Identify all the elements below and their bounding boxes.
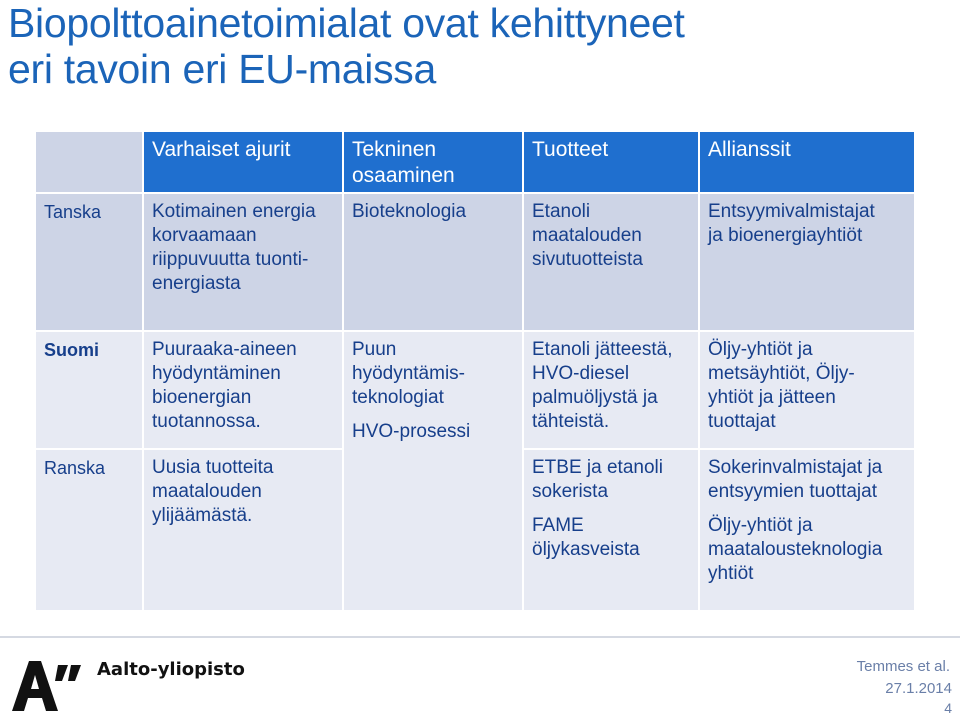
cell-suomi-ajurit xyxy=(144,332,342,448)
cell-line: Puun xyxy=(352,339,397,360)
cell-line: HVO-prosessi xyxy=(352,421,471,442)
cell-line: tähteistä. xyxy=(532,411,610,432)
cell-tanska-allianssit xyxy=(700,194,914,330)
row-label-tanska xyxy=(36,194,142,330)
row-label-suomi xyxy=(36,332,142,448)
cell-line: sivutuotteista xyxy=(532,249,643,270)
header-varhaiset-ajurit xyxy=(144,132,342,192)
cell-tanska-ajurit xyxy=(144,194,342,330)
row-label-text: Tanska xyxy=(44,202,102,222)
cell-line: Bioteknologia xyxy=(352,201,467,222)
header-label-line: Tekninen xyxy=(352,138,437,161)
cell-line: ja bioenergiayhtiöt xyxy=(708,225,863,246)
cell-suomi-ranska-osaaminen xyxy=(344,332,522,610)
cell-line: korvaamaan xyxy=(152,225,257,246)
cell-line: FAME xyxy=(532,515,584,536)
cell-line: Etanoli xyxy=(532,201,591,222)
cell-line: ylijäämästä. xyxy=(152,505,253,526)
cell-ranska-ajurit xyxy=(144,450,342,610)
cell-line: Uusia tuotteita xyxy=(152,457,274,478)
cell-line: palmuöljystä ja xyxy=(532,387,658,408)
header-label: Allianssit xyxy=(708,138,791,161)
cell-suomi-tuotteet xyxy=(524,332,698,448)
cell-line: hyödyntäminen xyxy=(152,363,281,384)
page-number: 4 xyxy=(944,700,952,716)
cell-line: maatalouden xyxy=(152,481,262,502)
footer-divider xyxy=(0,636,960,638)
cell-line: Etanoli jätteestä, xyxy=(532,339,673,360)
cell-tanska-tuotteet xyxy=(524,194,698,330)
header-allianssit xyxy=(700,132,914,192)
header-tuotteet xyxy=(524,132,698,192)
cell-line: tuotannossa. xyxy=(152,411,261,432)
aalto-logo-text: Aalto-yliopisto xyxy=(97,659,245,680)
cell-line: Entsyymivalmistajat xyxy=(708,201,875,222)
footer-author: Temmes et al. xyxy=(856,658,950,675)
cell-tanska-osaaminen xyxy=(344,194,522,330)
cell-line: entsyymien tuottajat xyxy=(708,481,877,502)
cell-line: Kotimainen energia xyxy=(152,201,316,222)
row-label-ranska xyxy=(36,450,142,610)
header-label: Tuotteet xyxy=(532,138,609,161)
cell-line: öljykasveista xyxy=(532,539,640,560)
cell-line: Sokerinvalmistajat ja xyxy=(708,457,883,478)
cell-line: hyödyntämis- xyxy=(352,363,465,384)
slide-title xyxy=(8,0,958,92)
cell-line: riippuvuutta tuonti- xyxy=(152,249,309,270)
cell-ranska-tuotteet xyxy=(524,450,698,610)
cell-line: energiasta xyxy=(152,273,241,294)
row-label-text: Suomi xyxy=(44,340,100,360)
cell-line: sokerista xyxy=(532,481,609,502)
cell-ranska-allianssit xyxy=(700,450,914,610)
cell-line: maatalouden xyxy=(532,225,642,246)
cell-line: bioenergian xyxy=(152,387,252,408)
cell-line: yhtiöt ja jätteen xyxy=(708,387,836,408)
cell-line: ETBE ja etanoli xyxy=(532,457,663,478)
cell-line: teknologiat xyxy=(352,387,444,408)
cell-line: Öljy-yhtiöt ja xyxy=(708,515,813,536)
header-label-line: osaaminen xyxy=(352,164,455,187)
header-label: Varhaiset ajurit xyxy=(152,138,291,161)
row-label-text: Ranska xyxy=(44,458,106,478)
header-empty-cell xyxy=(36,132,142,192)
cell-line: HVO-diesel xyxy=(532,363,630,384)
aalto-logo-icon xyxy=(12,661,84,716)
cell-line: metsäyhtiöt, Öljy- xyxy=(708,363,855,384)
cell-line: yhtiöt xyxy=(708,563,754,584)
slide-title-line-1: Biopolttoainetoimialat ovat kehittyneet xyxy=(8,0,685,46)
cell-line: Puuraaka-aineen xyxy=(152,339,297,360)
cell-line: Öljy-yhtiöt ja xyxy=(708,339,813,360)
cell-line: maatalousteknologia xyxy=(708,539,883,560)
cell-line: tuottajat xyxy=(708,411,776,432)
slide-title-line-2: eri tavoin eri EU-maissa xyxy=(8,46,436,92)
cell-suomi-allianssit xyxy=(700,332,914,448)
footer-date: 27.1.2014 xyxy=(885,680,952,697)
header-tekninen-osaaminen xyxy=(344,132,522,192)
